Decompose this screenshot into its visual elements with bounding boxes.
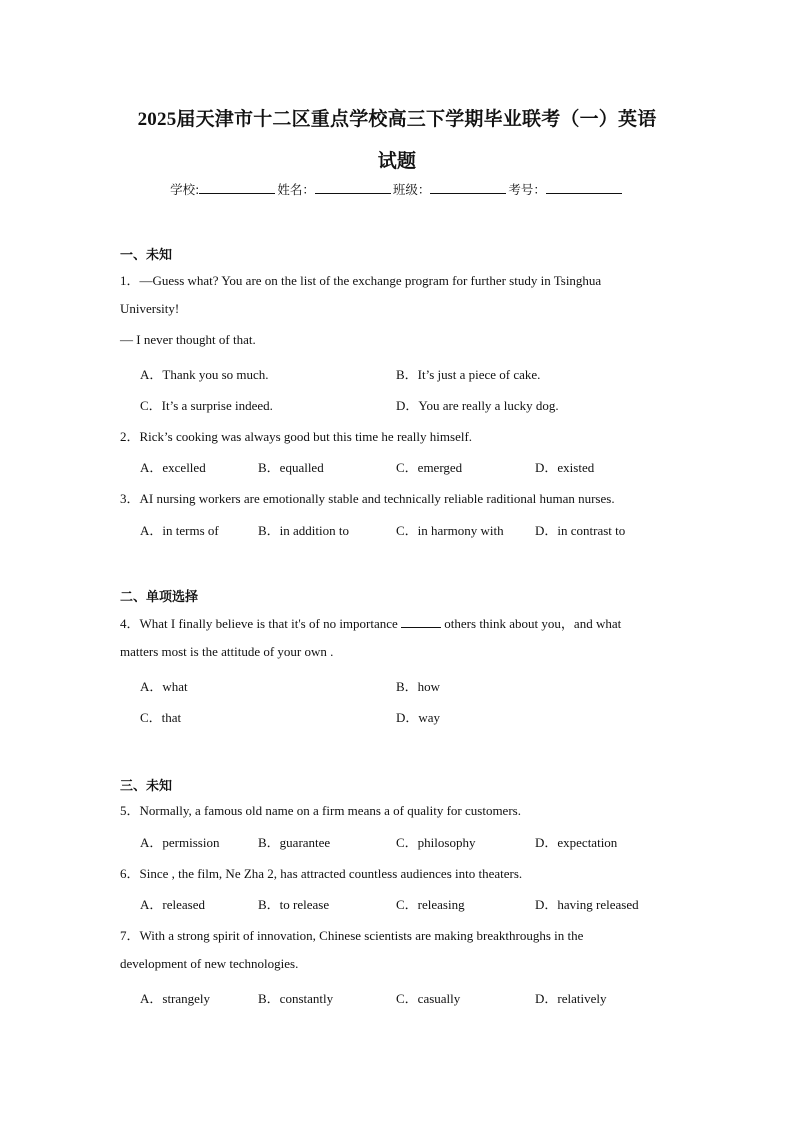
school-label: 学校:	[170, 182, 200, 197]
section-heading-1: 一、未知	[120, 248, 173, 263]
question-6-option-a[interactable]: A．released	[140, 897, 205, 912]
question-3-option-b[interactable]: B．in addition to	[258, 523, 350, 538]
question-7-stem-cont: development of new technologies.	[120, 956, 299, 971]
student-info-row	[0, 180, 794, 198]
question-6-option-c[interactable]: C．releasing	[396, 897, 465, 912]
question-5-option-a[interactable]: A．permission	[140, 835, 220, 850]
question-3-stem: 3．AI nursing workers are emotionally stable and technically reliable raditional human nurses.	[120, 491, 615, 506]
question-1-stem: 1．—Guess what? You are on the list of the exchange program for further study in Tsinghua	[120, 273, 602, 288]
question-1-option-d[interactable]: D．You are really a lucky dog.	[396, 398, 559, 413]
question-5-option-c[interactable]: C．philosophy	[396, 835, 476, 850]
name-field[interactable]	[315, 181, 391, 194]
question-1-option-c[interactable]: C．It’s a surprise indeed.	[140, 398, 273, 413]
question-2-stem: 2．Rick’s cooking was always good but this time he really himself.	[120, 429, 473, 444]
question-4-option-c[interactable]: C．that	[140, 710, 182, 725]
document-title-line2: 试题	[377, 151, 417, 172]
name-label: 姓名：	[277, 182, 315, 197]
question-6-option-d[interactable]: D．having released	[535, 897, 639, 912]
question-7-option-c[interactable]: C．casually	[396, 991, 461, 1006]
class-label: 班级：	[392, 182, 431, 197]
question-4-option-a[interactable]: A．what	[140, 679, 188, 694]
question-1-option-b[interactable]: B．It’s just a piece of cake.	[396, 367, 541, 382]
question-6-stem: 6．Since , the film, Ne Zha 2, has attracted countless audiences into theaters.	[120, 866, 523, 881]
question-2-option-b[interactable]: B．equalled	[258, 460, 324, 475]
question-6-option-b[interactable]: B．to release	[258, 897, 330, 912]
number-field[interactable]	[546, 181, 622, 194]
section-heading-2: 二、单项选择	[120, 590, 199, 605]
document-title: 2025届天津市十二区重点学校高三下学期毕业联考（一）英语	[137, 109, 657, 130]
question-2-option-d[interactable]: D．existed	[535, 460, 595, 475]
question-1-stem-cont: University!	[120, 301, 180, 316]
section-heading-3: 三、未知	[120, 779, 173, 794]
question-5-stem: 5．Normally, a famous old name on a firm means a of quality for customers.	[120, 803, 521, 818]
question-4-stem-end: others think about you，and what	[444, 616, 622, 631]
question-4-stem	[120, 613, 674, 632]
question-7-option-b[interactable]: B．constantly	[258, 991, 334, 1006]
class-field[interactable]	[430, 181, 506, 194]
question-3-option-a[interactable]: A．in terms of	[140, 523, 219, 538]
question-4-stem-cont: matters most is the attitude of your own .	[120, 644, 334, 659]
question-4-option-b[interactable]: B．how	[396, 679, 441, 694]
question-4-option-d[interactable]: D．way	[396, 710, 441, 725]
answer-blank	[401, 616, 441, 628]
question-2-option-c[interactable]: C．emerged	[396, 460, 463, 475]
number-label: 考号：	[508, 182, 546, 197]
question-7-stem: 7．With a strong spirit of innovation, Chinese scientists are making breakthroughs in the	[120, 928, 584, 943]
question-7-option-a[interactable]: A．strangely	[140, 991, 211, 1006]
question-1-option-a[interactable]: A．Thank you so much.	[140, 367, 269, 382]
question-2-option-a[interactable]: A．excelled	[140, 460, 206, 475]
question-5-option-b[interactable]: B．guarantee	[258, 835, 331, 850]
question-1-reply: — I never thought of that.	[120, 332, 256, 347]
question-3-option-d[interactable]: D．in contrast to	[535, 523, 626, 538]
question-5-option-d[interactable]: D．expectation	[535, 835, 618, 850]
question-3-option-c[interactable]: C．in harmony with	[396, 523, 504, 538]
question-7-option-d[interactable]: D．relatively	[535, 991, 607, 1006]
question-4-stem-start: 4．What I finally believe is that it's of no importance	[120, 616, 398, 631]
school-field[interactable]	[199, 181, 275, 194]
